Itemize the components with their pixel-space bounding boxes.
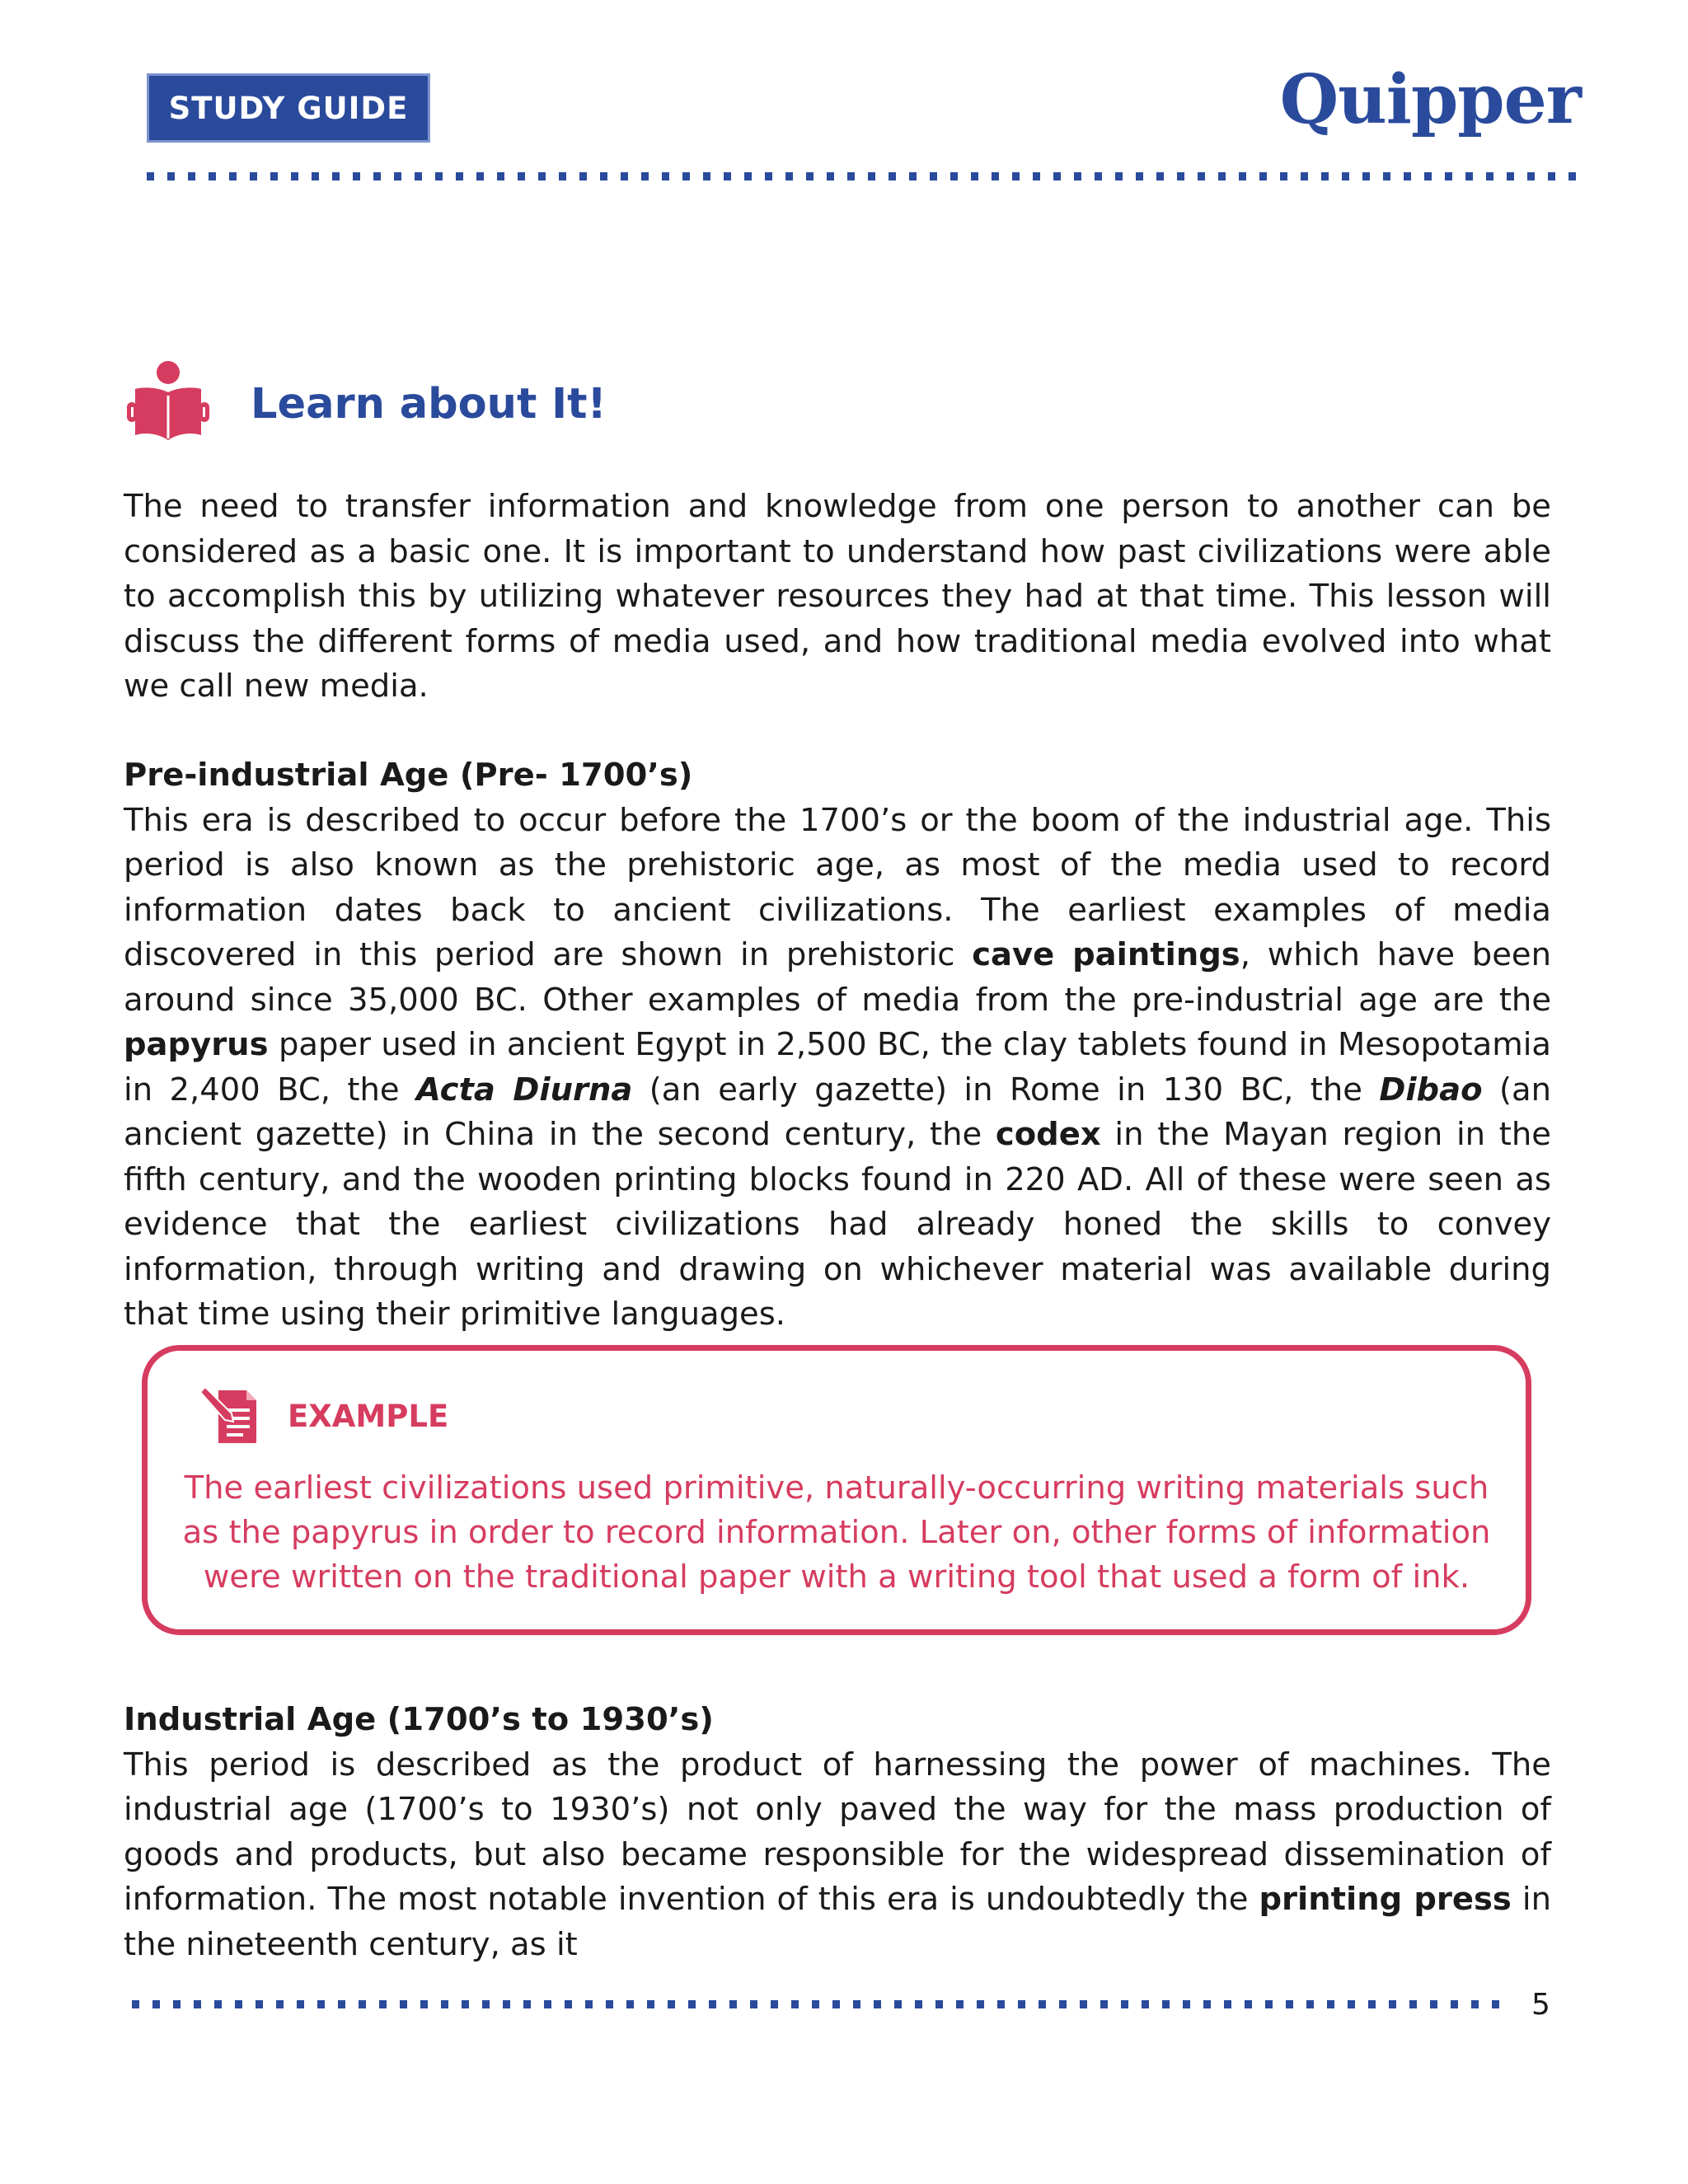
header-dotted-divider — [147, 172, 1585, 180]
body-text: (an ancient gazette) in China in the second century, the — [124, 1071, 1551, 1153]
pre-industrial-section — [124, 753, 1551, 1338]
page-number: 5 — [1531, 1988, 1550, 2022]
body-text: (an early gazette) in Rome in 130 BC, the — [632, 1071, 1380, 1108]
section-title: Learn about It! — [251, 379, 607, 429]
industrial-body — [124, 1743, 1551, 1968]
body-text: in the Mayan region in the fifth century, and the wooden printing blocks found in 220 AD. All of these were seen as evidence that the earliest civilizations had already honed the skills to convey information, through writing and drawing on whichever material was available during that time using their primitive languages. — [124, 1116, 1551, 1333]
body-text: , which have been around since 35,000 BC. Other examples of media from the pre-industrial age are the — [124, 936, 1551, 1019]
pre-industrial-heading: Pre-industrial Age (Pre- 1700’s) — [124, 757, 693, 794]
term-printing-press: printing press — [1259, 1881, 1512, 1918]
study-guide-badge: STUDY GUIDE — [147, 73, 430, 143]
example-label: EXAMPLE — [288, 1398, 449, 1434]
pre-industrial-body — [124, 799, 1551, 1338]
section-header — [124, 359, 607, 448]
term-papyrus: papyrus — [124, 1026, 269, 1063]
body-text: in the nineteenth century, as it — [124, 1881, 1551, 1963]
term-cave-paintings: cave paintings — [972, 936, 1240, 973]
intro-text: The need to transfer information and knowledge from one person to another can be considered as a basic one. It is important to understand how past civilizations were able to accomplish this by utilizing whatever resources they had at that time. This lesson will discuss the different forms of media used, and how traditional media evolved into what we call new media. — [124, 488, 1551, 705]
body-text: This era is described to occur before the 1700’s or the boom of the industrial age. This period is also known as the prehistoric age, as most of the media used to record information dates back to ancient civilizations. The earliest examples of media discovered in this period are shown in prehistoric — [124, 801, 1551, 973]
quipper-logo: Quipper — [1279, 60, 1581, 139]
document-pen-icon — [197, 1384, 261, 1448]
body-text: paper used in ancient Egypt in 2,500 BC, the clay tablets found in Mesopotamia in 2,400 BC, the — [124, 1026, 1551, 1108]
intro-paragraph — [124, 485, 1551, 710]
industrial-section — [124, 1698, 1551, 1967]
term-dibao: Dibao — [1379, 1071, 1483, 1108]
term-acta-diurna: Acta Diurna — [416, 1071, 633, 1108]
footer-dotted-divider — [132, 2000, 1500, 2008]
reading-person-icon — [124, 359, 213, 448]
example-box — [142, 1345, 1531, 1635]
body-text: This period is described as the product of harnessing the power of machines. The industrial age (1700’s to 1930’s) not only paved the way for the mass production of goods and products, but also became responsible for the widespread dissemination of information. The most notable invention of this era is undoubtedly the — [124, 1746, 1551, 1918]
example-text: The earliest civilizations used primitive, naturally-occurring writing materials such as the papyrus in order to record information. Later on, other forms of information were written on the traditional paper with a writing tool that used a form of ink. — [182, 1469, 1491, 1596]
industrial-heading: Industrial Age (1700’s to 1930’s) — [124, 1701, 714, 1738]
example-header — [197, 1384, 448, 1448]
term-codex: codex — [995, 1116, 1101, 1153]
